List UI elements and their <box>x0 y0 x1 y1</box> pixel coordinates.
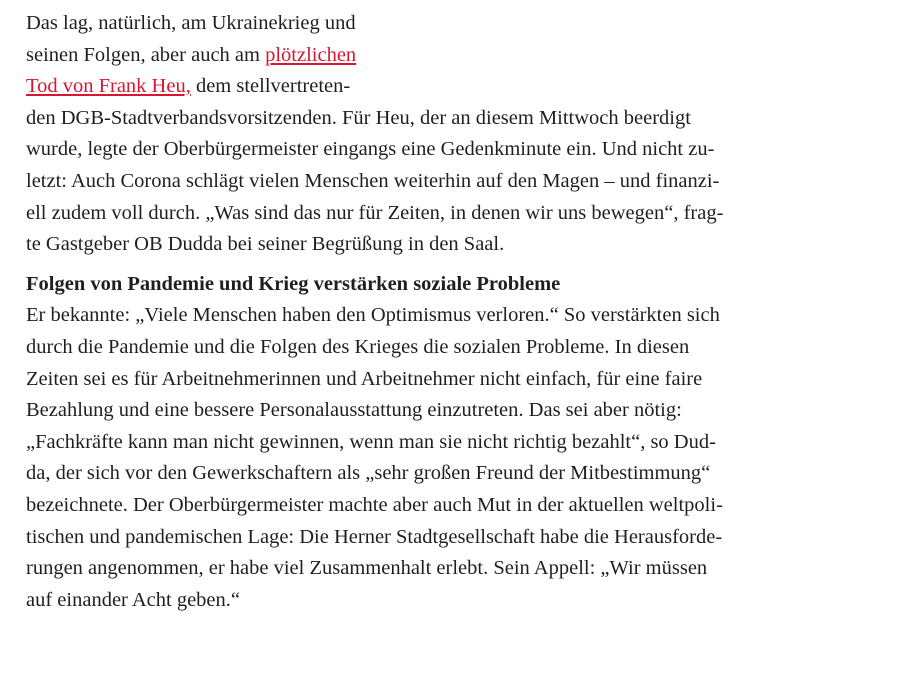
text-line: Er bekannte: „Viele Menschen haben den Optimismus verloren.“ So verstärkten sich <box>26 304 720 327</box>
text-line: letzt: Auch Corona schlägt vielen Menschen weiterhin auf den Magen – und finanzi- <box>26 169 720 192</box>
text-line: tischen und pandemischen Lage: Die Herner Stadtgesellschaft habe die Herausforde- <box>26 525 723 548</box>
article-link-frank-heu-continued[interactable]: Tod von Frank Heu, <box>26 75 191 98</box>
text-line <box>26 40 866 72</box>
text-line: den DGB-Stadtverbandsvorsitzenden. Für Heu, der an diesem Mittwoch beerdigt <box>26 106 691 129</box>
text-line <box>26 71 866 103</box>
paragraph-main <box>26 300 866 616</box>
text-line: bezeichnete. Der Oberbürgermeister machte aber auch Mut in der aktuellen weltpoli- <box>26 493 723 516</box>
text-line: „Fachkräfte kann man nicht gewinnen, wenn man sie nicht richtig bezahlt“, so Dud- <box>26 430 716 453</box>
text-line: auf einander Acht geben.“ <box>26 588 241 611</box>
article-body <box>26 8 866 616</box>
text-fragment: dem stellvertreten- <box>190 75 351 98</box>
section-heading: Folgen von Pandemie und Krieg verstärken soziale Probleme <box>26 272 561 295</box>
paragraph-intro <box>26 8 866 261</box>
article-link-frank-heu[interactable]: plötzlichen <box>265 43 357 66</box>
text-line: Bezahlung und eine bessere Personalausstattung einzutreten. Das sei aber nötig: <box>26 399 682 422</box>
text-line: te Gastgeber OB Dudda bei seiner Begrüßung in den Saal. <box>26 233 505 256</box>
text-line: durch die Pandemie und die Folgen des Krieges die sozialen Probleme. In diesen <box>26 335 690 358</box>
text-line: rungen angenommen, er habe viel Zusammenhalt erlebt. Sein Appell: „Wir müssen <box>26 557 708 580</box>
paragraph-gap <box>26 261 866 269</box>
text-line: da, der sich vor den Gewerkschaftern als „sehr großen Freund der Mitbestimmung“ <box>26 462 711 485</box>
text-line: Zeiten sei es für Arbeitnehmerinnen und Arbeitnehmer nicht einfach, für eine faire <box>26 367 703 390</box>
text-fragment: seinen Folgen, aber auch am <box>26 43 266 66</box>
text-line: Das lag, natürlich, am Ukrainekrieg und <box>26 12 356 34</box>
text-line: ell zudem voll durch. „Was sind das nur für Zeiten, in denen wir uns bewegen“, frag- <box>26 201 724 224</box>
text-line: wurde, legte der Oberbürgermeister eingangs eine Gedenkminute ein. Und nicht zu- <box>26 138 715 161</box>
